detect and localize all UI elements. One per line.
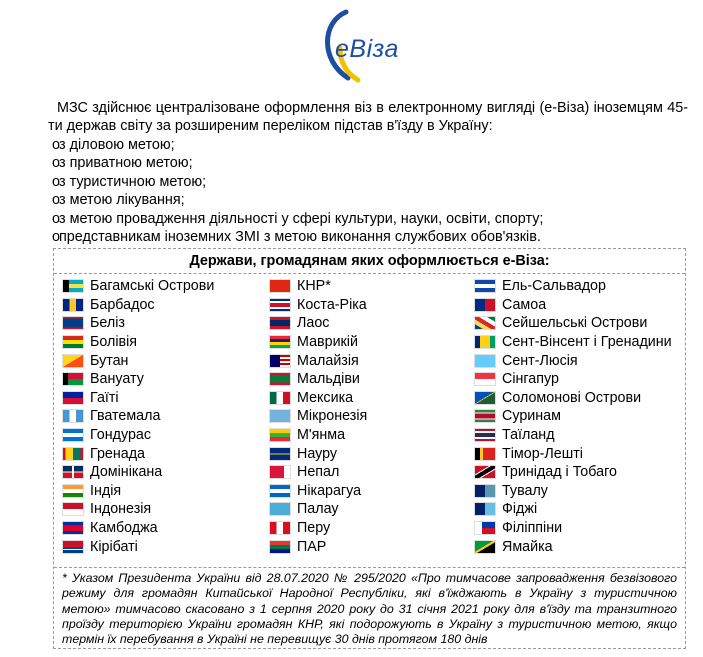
- country-row: [269, 426, 345, 445]
- country-row: [269, 407, 367, 426]
- intro-paragraph: МЗС здійснює централізоване оформлення віз в електронному вигляді (е-Віза) іноземцям 45-ти держав світу за розширеним переліком підстав в'їзду в Україну:: [48, 100, 688, 135]
- indonesia-flag-icon: [62, 502, 84, 516]
- bullet-marker: o: [52, 137, 61, 153]
- country-name: Камбоджа: [90, 520, 158, 537]
- country-row: [62, 426, 151, 445]
- country-name: ПАР: [297, 538, 327, 555]
- fiji-flag-icon: [474, 502, 496, 516]
- country-name: Мексика: [297, 389, 354, 406]
- purpose-list: [52, 136, 543, 246]
- list-item: oз туристичною метою;: [52, 173, 207, 190]
- tuvalu-flag-icon: [474, 484, 496, 498]
- country-name: Малайзія: [297, 352, 359, 369]
- trinidad-flag-icon: [474, 465, 496, 479]
- samoa-flag-icon: [474, 298, 496, 312]
- country-name: Коста-Ріка: [297, 296, 367, 313]
- country-name: Гаїті: [90, 389, 119, 406]
- china-flag-icon: [269, 279, 291, 293]
- list-item: oз метою провадження діяльності у сфері культури, науки, освіти, спорту;: [52, 210, 544, 227]
- country-row: [62, 351, 128, 370]
- india-flag-icon: [62, 484, 84, 498]
- logo-text: еВіза: [335, 35, 399, 63]
- country-row: [62, 519, 158, 538]
- country-name: Сент-Вінсент і Гренадини: [502, 334, 672, 351]
- country-row: [269, 277, 331, 296]
- country-name: Сінгапур: [502, 371, 559, 388]
- philippines-flag-icon: [474, 521, 496, 535]
- bolivia-flag-icon: [62, 335, 84, 349]
- country-row: [269, 333, 358, 352]
- country-row: [62, 370, 144, 389]
- country-row: [62, 537, 138, 556]
- table-divider: [54, 567, 685, 568]
- bullet-marker: o: [52, 210, 61, 227]
- country-name: Самоа: [502, 296, 547, 313]
- honduras-flag-icon: [62, 428, 84, 442]
- country-name: Домінікана: [90, 464, 163, 481]
- country-row: [269, 370, 360, 389]
- bullet-marker: o: [52, 173, 61, 190]
- country-row: [474, 333, 672, 352]
- myanmar-flag-icon: [269, 428, 291, 442]
- country-name: Болівія: [90, 334, 138, 351]
- costa-rica-flag-icon: [269, 298, 291, 312]
- country-name: Маврикій: [297, 334, 358, 351]
- country-name: Перу: [297, 520, 331, 537]
- micronesia-flag-icon: [269, 409, 291, 423]
- country-row: [62, 277, 214, 296]
- country-name: Багамські Острови: [90, 278, 215, 295]
- list-item: oз метою лікування;: [52, 192, 185, 209]
- vanuatu-flag-icon: [62, 372, 84, 386]
- country-row: [474, 351, 578, 370]
- nepal-flag-icon: [269, 465, 291, 479]
- country-row: [474, 500, 537, 519]
- country-name: Нікарагуа: [297, 482, 362, 499]
- bullet-marker: o: [52, 229, 61, 246]
- country-name: Бутан: [90, 352, 129, 369]
- countries-table: [53, 248, 686, 649]
- solomon-islands-flag-icon: [474, 391, 496, 405]
- country-row: [474, 426, 555, 445]
- cambodia-flag-icon: [62, 521, 84, 535]
- country-name: Суринам: [502, 408, 561, 425]
- country-name: Науру: [297, 445, 338, 462]
- table-divider: [54, 273, 685, 274]
- country-name: Палау: [297, 501, 339, 518]
- st-lucia-flag-icon: [474, 354, 496, 368]
- mauritius-flag-icon: [269, 335, 291, 349]
- list-item: oз приватною метою;: [52, 155, 193, 172]
- country-name: Лаос: [297, 315, 330, 332]
- bullet-marker: o: [52, 192, 61, 209]
- country-row: [474, 370, 559, 389]
- country-name: М'янма: [297, 427, 346, 444]
- guatemala-flag-icon: [62, 409, 84, 423]
- footnote: * Указом Президента України від 28.07.2020 № 295/2020 «Про тимчасове запровадження безвізового режиму для громадян Китайської Народної Республіки, які в'їжджають в Україну з туристичною метою» тимчасово скасовано з 1 серпня 2020 року до 31 січня 2021 року для в'їзду та транзитного проїзду територією України громадян КНР, які подорожують в Україну з туристичною метою, якщо термін їх перебування в Україні не перевищує 30 днів протягом 180 днів: [62, 571, 677, 647]
- country-row: [62, 407, 160, 426]
- country-name: Індія: [90, 482, 122, 499]
- maldives-flag-icon: [269, 372, 291, 386]
- country-row: [62, 333, 137, 352]
- evisa-logo: [318, 8, 408, 84]
- country-row: [62, 500, 151, 519]
- country-name: Ямайка: [502, 538, 553, 555]
- grenada-flag-icon: [62, 447, 84, 461]
- jamaica-flag-icon: [474, 540, 496, 554]
- country-name: Гондурас: [90, 427, 152, 444]
- country-row: [269, 519, 330, 538]
- country-name: Тувалу: [502, 482, 548, 499]
- nicaragua-flag-icon: [269, 484, 291, 498]
- country-name: Беліз: [90, 315, 125, 332]
- table-title: Держави, громадянам яких оформлюється е-Віза:: [189, 253, 550, 269]
- malaysia-flag-icon: [269, 354, 291, 368]
- country-row: [62, 296, 155, 315]
- country-name: Індонезія: [90, 501, 152, 518]
- country-name: Непал: [297, 464, 340, 481]
- singapore-flag-icon: [474, 372, 496, 386]
- kiribati-flag-icon: [62, 540, 84, 554]
- country-name: Сейшельські Острови: [502, 315, 648, 332]
- country-name: Тімор-Лешті: [502, 445, 583, 462]
- intro-text: [48, 99, 688, 136]
- bahamas-flag-icon: [62, 279, 84, 293]
- country-row: [474, 296, 546, 315]
- laos-flag-icon: [269, 316, 291, 330]
- country-name: КНР*: [297, 278, 331, 295]
- country-row: [269, 500, 339, 519]
- country-name: Філіппіни: [502, 520, 563, 537]
- country-row: [269, 482, 361, 501]
- country-row: [269, 444, 337, 463]
- south-africa-flag-icon: [269, 540, 291, 554]
- country-name: Тринідад і Тобаго: [502, 464, 617, 481]
- mexico-flag-icon: [269, 391, 291, 405]
- barbados-flag-icon: [62, 298, 84, 312]
- country-row: [269, 351, 359, 370]
- country-row: [474, 463, 617, 482]
- country-row: [474, 519, 562, 538]
- country-name: Мікронезія: [297, 408, 368, 425]
- bullet-marker: o: [52, 155, 61, 172]
- country-row: [269, 296, 367, 315]
- country-name: Вануату: [90, 371, 144, 388]
- country-row: [474, 444, 583, 463]
- country-name: Барбадос: [90, 296, 155, 313]
- dominican-flag-icon: [62, 465, 84, 479]
- el-salvador-flag-icon: [474, 279, 496, 293]
- country-name: Мальдіви: [297, 371, 360, 388]
- country-row: [269, 463, 339, 482]
- country-name: Сент-Люсія: [502, 352, 578, 369]
- st-vincent-flag-icon: [474, 335, 496, 349]
- country-name: Таїланд: [502, 427, 555, 444]
- country-row: [474, 537, 553, 556]
- suriname-flag-icon: [474, 409, 496, 423]
- country-row: [474, 277, 606, 296]
- country-row: [62, 314, 125, 333]
- bhutan-flag-icon: [62, 354, 84, 368]
- country-row: [474, 389, 641, 408]
- belize-flag-icon: [62, 316, 84, 330]
- nauru-flag-icon: [269, 447, 291, 461]
- country-row: [62, 389, 119, 408]
- peru-flag-icon: [269, 521, 291, 535]
- country-row: [62, 482, 121, 501]
- country-name: Гватемала: [90, 408, 161, 425]
- country-row: [62, 444, 145, 463]
- country-name: Соломонові Острови: [502, 389, 642, 406]
- country-row: [474, 482, 548, 501]
- seychelles-flag-icon: [474, 316, 496, 330]
- country-name: Гренада: [90, 445, 145, 462]
- country-row: [269, 389, 353, 408]
- country-row: [474, 407, 561, 426]
- country-name: Ель-Сальвадор: [502, 278, 606, 295]
- country-row: [474, 314, 647, 333]
- country-row: [269, 314, 329, 333]
- list-item: oз діловою метою;: [52, 137, 175, 153]
- country-row: [269, 537, 326, 556]
- haiti-flag-icon: [62, 391, 84, 405]
- thailand-flag-icon: [474, 428, 496, 442]
- country-row: [62, 463, 162, 482]
- timor-leste-flag-icon: [474, 447, 496, 461]
- list-item: oпредставникам іноземних ЗМІ з метою виконання службових обов'язків.: [52, 229, 541, 246]
- country-name: Фіджі: [502, 501, 538, 518]
- country-name: Кірібаті: [90, 538, 138, 555]
- palau-flag-icon: [269, 502, 291, 516]
